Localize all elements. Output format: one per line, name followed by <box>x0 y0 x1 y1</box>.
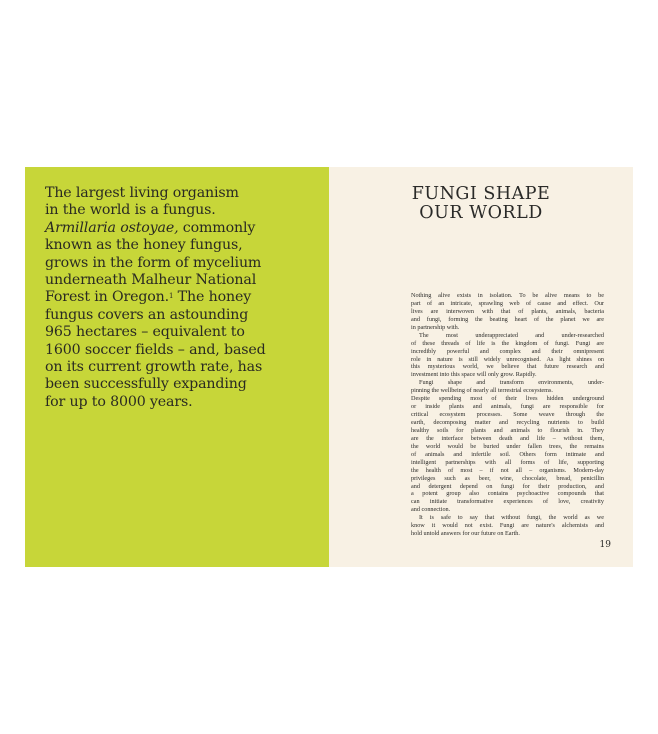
text-run: grows in the form of mycelium <box>45 254 262 271</box>
body-line: lives are interwoven with that of plants, animals, bacteria <box>411 307 604 315</box>
text-run: commonly <box>178 219 256 236</box>
right-page <box>329 167 633 567</box>
body-line: Fungi shape and transform environments, under- <box>419 379 604 387</box>
text-run: 965 hectares – equivalent to <box>45 324 245 341</box>
body-line: the world would be buried under fallen trees, the remains <box>411 442 604 450</box>
pull-quote-line <box>45 359 325 376</box>
body-line: and detergent depend on fungi for their production, and <box>411 482 604 490</box>
page-number: 19 <box>599 540 611 550</box>
body-line: incredibly powerful and complex and their omnipresent <box>411 347 604 355</box>
body-line: role in nature is still widely unrecognised. As light shines on <box>411 355 604 363</box>
body-line: The most underappreciated and under-researched <box>419 331 604 339</box>
body-line: a potent group also contains psychoactive compounds that <box>411 490 604 498</box>
body-line: pinning the wellbeing of nearly all terrestrial ecosystems. <box>411 387 553 395</box>
pull-quote-line <box>45 307 325 324</box>
body-line: of animals and infertile soil. Others form intimate and <box>411 450 604 458</box>
footnote-marker: 1 <box>169 292 174 301</box>
pull-quote-line <box>45 202 325 219</box>
pull-quote-line <box>45 220 325 237</box>
text-run: Forest in Oregon. <box>45 289 169 306</box>
chapter-title-line: OUR WORLD <box>419 203 543 223</box>
pull-quote <box>45 185 325 411</box>
pull-quote-line <box>45 272 325 289</box>
body-line: can initiate transformative experiences of love, creativity <box>411 498 604 506</box>
chapter-title <box>329 185 633 223</box>
body-line: and fungi, forming the beating heart of the planet we are <box>411 315 604 323</box>
body-line: know it would not exist. Fungi are nature's alchemists and <box>411 522 604 530</box>
body-line: hold untold answers for our future on Earth. <box>411 530 520 538</box>
body-line: investment into this space will only grow. Rapidly. <box>411 371 537 379</box>
text-run: The honey <box>173 289 252 306</box>
text-run: underneath Malheur National <box>45 272 257 289</box>
text-run: been successfully expanding <box>45 376 247 393</box>
body-line: of these threads of life is the kingdom of fungi. Fungi are <box>411 339 604 347</box>
text-run: for up to 8000 years. <box>45 393 193 410</box>
body-line: Nothing alive exists in isolation. To be alive means to be <box>411 292 604 299</box>
body-line: privileges such as beer, wine, chocolate, bread, penicillin <box>411 474 604 482</box>
body-line: intelligent partnerships with all forms of life, supporting <box>411 458 604 466</box>
species-name: Armillaria ostoyae, <box>45 219 179 236</box>
text-run: The largest living organism <box>45 185 239 201</box>
pull-quote-line <box>45 255 325 272</box>
text-run: in the world is a fungus. <box>45 202 216 219</box>
text-run: on its current growth rate, has <box>45 359 263 376</box>
pull-quote-line <box>45 324 325 341</box>
body-line: and connection. <box>411 506 451 514</box>
pull-quote-line <box>45 185 325 202</box>
chapter-title-line: FUNGI SHAPE <box>411 184 551 204</box>
body-line: part of an intricate, sprawling web of cause and effect. Our <box>411 299 604 307</box>
body-line: or inside plants and animals, fungi are responsible for <box>411 403 604 411</box>
body-line: this mysterious world, we believe that future research and <box>411 363 604 371</box>
body-line: healthy soils for plants and animals to flourish in. They <box>411 426 604 434</box>
pull-quote-line <box>45 289 325 306</box>
body-line: are the interface between death and life – without them, <box>411 434 604 442</box>
body-line: Despite spending most of their lives hidden underground <box>411 395 604 403</box>
body-text <box>411 292 604 538</box>
pull-quote-line <box>45 342 325 359</box>
pull-quote-line <box>45 394 325 411</box>
book-spread <box>25 167 633 567</box>
body-line: in partnership with. <box>411 323 460 331</box>
left-page <box>25 167 329 567</box>
text-run: known as the honey fungus, <box>45 237 243 254</box>
text-run: 1600 soccer fields – and, based <box>45 341 266 358</box>
body-line: It is safe to say that without fungi, the world as we <box>419 514 604 522</box>
body-line: critical ecosystem processes. Some weave through the <box>411 411 604 419</box>
pull-quote-line <box>45 237 325 254</box>
pull-quote-line <box>45 376 325 393</box>
text-run: fungus covers an astounding <box>45 306 249 323</box>
body-line: earth, decomposing matter and recycling nutrients to build <box>411 419 604 426</box>
body-line: the health of most – if not all – organisms. Modern-day <box>411 466 604 474</box>
